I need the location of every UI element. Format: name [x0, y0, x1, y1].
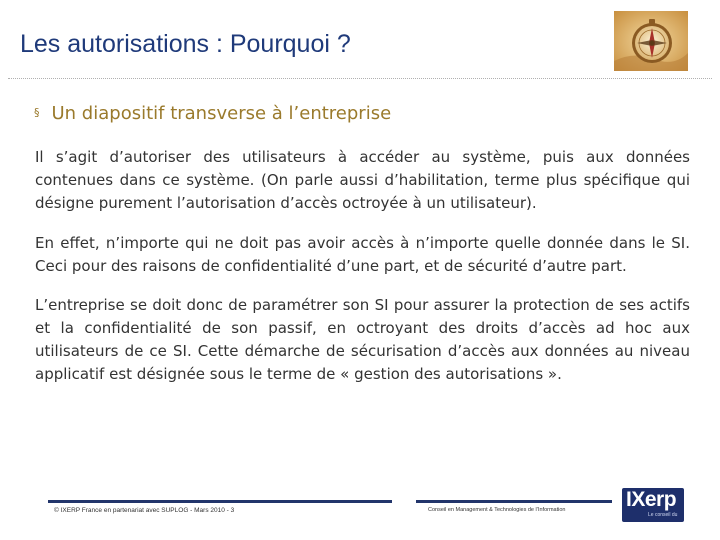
logo-wordmark: IXerp	[626, 488, 677, 511]
bullet-heading-text: Un diapositif transverse à l’entreprise	[51, 103, 392, 124]
logo-subtext: Le conseil du	[648, 512, 678, 518]
footer-tagline: Conseil en Management & Technologies de l’Information	[428, 507, 566, 513]
ixerp-logo	[622, 488, 684, 522]
bullet-heading	[34, 103, 391, 124]
compass-icon	[614, 11, 688, 71]
footer-copyright: © IXERP France en partenariat avec SUPLOG - Mars 2010 - 3	[54, 507, 235, 514]
bullet-marker: §	[34, 106, 40, 119]
paragraph-approach: L’entreprise se doit donc de paramétrer son SI pour assurer la protection de ses actifs et la confidentialité de son passif, en octroyant des droits d’accès ad hoc aux utilisateurs de ce SI. Cette démarche de sécurisation d’accès aux données au niveau applicatif est désignée sous le terme de « gestion des autorisations ».	[35, 296, 690, 383]
title-divider	[8, 78, 712, 79]
paragraph-definition: Il s’agit d’autoriser des utilisateurs à accéder au système, puis aux données contenues dans ce système. (On parle aussi d’habilitation, terme plus spécifique qui désigne purement l’autorisation d’accès octroyée à un utilisateur).	[35, 148, 690, 212]
footer-divider-right	[416, 500, 612, 503]
slide-title: Les autorisations : Pourquoi ?	[20, 30, 351, 58]
footer-divider-left	[48, 500, 392, 503]
paragraph-reason: En effet, n’importe qui ne doit pas avoir accès à n’importe quelle donnée dans le SI. Ceci pour des raisons de confidentialité d’une part, et de sécurité d’autre part.	[35, 234, 690, 275]
